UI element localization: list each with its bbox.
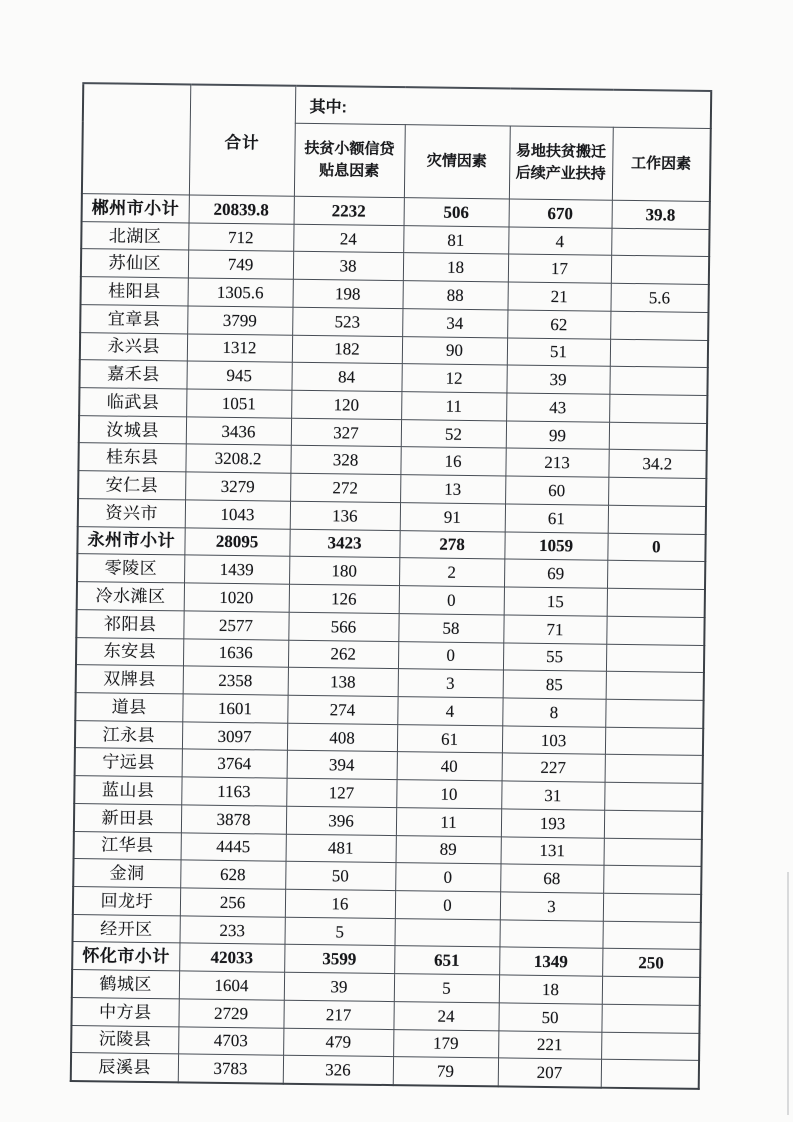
value-cell: 42033 xyxy=(179,943,284,972)
table-body xyxy=(71,194,710,1089)
value-cell: 179 xyxy=(393,1029,498,1058)
value-cell: 38 xyxy=(293,252,403,281)
value-cell: 651 xyxy=(394,946,499,975)
value-cell: 0 xyxy=(398,641,503,670)
value-cell: 18 xyxy=(403,253,508,282)
value-cell: 2577 xyxy=(183,611,288,640)
total-column-header: 合计 xyxy=(189,84,295,196)
value-cell xyxy=(609,367,707,396)
value-cell: 103 xyxy=(502,726,605,755)
value-cell xyxy=(608,477,706,506)
value-cell: 55 xyxy=(503,642,606,671)
value-cell: 394 xyxy=(287,751,397,780)
value-cell xyxy=(604,782,702,811)
value-cell: 670 xyxy=(509,199,612,228)
row-label: 嘉禾县 xyxy=(79,360,186,389)
value-cell: 1636 xyxy=(183,638,288,667)
value-cell: 50 xyxy=(285,861,395,890)
value-cell: 227 xyxy=(502,753,605,782)
row-label: 郴州市小计 xyxy=(82,194,189,223)
value-cell: 11 xyxy=(401,392,506,421)
value-cell: 43 xyxy=(506,393,609,422)
value-cell: 4 xyxy=(508,227,611,256)
row-label: 经开区 xyxy=(73,914,180,943)
subheader-disaster-factor: 灾情因素 xyxy=(404,125,510,199)
value-cell: 20839.8 xyxy=(189,195,294,224)
row-label: 鹤城区 xyxy=(72,970,179,999)
value-cell: 250 xyxy=(602,949,700,978)
value-cell: 52 xyxy=(401,419,506,448)
value-cell: 523 xyxy=(292,307,402,336)
value-cell: 62 xyxy=(507,310,610,339)
value-cell: 272 xyxy=(290,473,400,502)
value-cell: 1312 xyxy=(187,334,292,363)
value-cell: 91 xyxy=(400,503,505,532)
value-cell: 328 xyxy=(290,446,400,475)
value-cell: 408 xyxy=(287,723,397,752)
value-cell: 5 xyxy=(394,974,499,1003)
value-cell: 327 xyxy=(291,418,401,447)
row-label: 北湖区 xyxy=(81,221,188,250)
row-label: 桂东县 xyxy=(78,443,185,472)
table-header xyxy=(82,83,711,201)
value-cell: 2358 xyxy=(183,666,288,695)
value-cell: 68 xyxy=(500,864,603,893)
value-cell xyxy=(602,976,700,1005)
value-cell: 256 xyxy=(180,888,285,917)
value-cell: 4 xyxy=(397,697,502,726)
value-cell: 0 xyxy=(395,863,500,892)
subheader-microloan-interest-factor: 扶贫小额信贷 贴息因素 xyxy=(294,123,405,197)
value-cell: 11 xyxy=(396,807,501,836)
row-label: 桂阳县 xyxy=(81,277,188,306)
value-cell: 4703 xyxy=(178,1026,283,1055)
value-cell: 0 xyxy=(395,891,500,920)
value-cell: 198 xyxy=(292,279,402,308)
row-label: 金洞 xyxy=(73,859,180,888)
value-cell: 3 xyxy=(398,669,503,698)
value-cell: 2 xyxy=(399,558,504,587)
value-cell: 749 xyxy=(188,250,293,279)
value-cell xyxy=(605,755,703,784)
value-cell xyxy=(609,422,707,451)
value-cell: 193 xyxy=(501,809,604,838)
row-label: 回龙圩 xyxy=(73,887,180,916)
value-cell xyxy=(601,1059,699,1088)
value-cell: 1439 xyxy=(184,555,289,584)
row-label: 蓝山县 xyxy=(74,776,181,805)
scan-edge-artifact xyxy=(787,872,789,1115)
value-cell: 61 xyxy=(505,504,608,533)
value-cell: 16 xyxy=(285,889,395,918)
value-cell: 3 xyxy=(500,892,603,921)
value-cell: 1043 xyxy=(185,500,290,529)
report-table xyxy=(70,82,713,1090)
row-label: 沅陵县 xyxy=(71,1025,178,1054)
value-cell: 566 xyxy=(288,612,398,641)
value-cell xyxy=(610,311,708,340)
value-cell: 3097 xyxy=(182,722,287,751)
value-cell: 79 xyxy=(393,1057,498,1087)
value-cell: 71 xyxy=(503,615,606,644)
value-cell: 3878 xyxy=(181,805,286,834)
row-label: 永兴县 xyxy=(80,332,187,361)
value-cell: 99 xyxy=(506,421,609,450)
value-cell: 481 xyxy=(286,834,396,863)
value-cell xyxy=(606,671,704,700)
value-cell: 3764 xyxy=(182,749,287,778)
row-label: 安仁县 xyxy=(78,471,185,500)
value-cell xyxy=(499,920,602,949)
value-cell: 40 xyxy=(397,752,502,781)
value-cell: 1604 xyxy=(179,971,284,1000)
row-label: 怀化市小计 xyxy=(72,942,179,971)
value-cell: 3208.2 xyxy=(185,444,290,473)
row-label: 资兴市 xyxy=(78,498,185,527)
value-cell: 24 xyxy=(293,224,403,253)
value-cell: 88 xyxy=(402,281,507,310)
value-cell: 126 xyxy=(289,584,399,613)
value-cell: 39 xyxy=(506,365,609,394)
value-cell: 1051 xyxy=(186,389,291,418)
value-cell: 4445 xyxy=(181,832,286,861)
row-label: 辰溪县 xyxy=(71,1053,178,1083)
value-cell: 85 xyxy=(503,670,606,699)
value-cell: 274 xyxy=(287,695,397,724)
value-cell: 39 xyxy=(284,972,394,1001)
value-cell: 15 xyxy=(504,587,607,616)
value-cell: 28095 xyxy=(184,528,289,557)
value-cell: 3783 xyxy=(178,1054,283,1084)
value-cell: 0 xyxy=(607,533,705,562)
row-label: 中方县 xyxy=(71,997,178,1026)
value-cell xyxy=(603,865,701,894)
row-label: 宁远县 xyxy=(75,748,182,777)
row-label: 东安县 xyxy=(76,637,183,666)
value-cell: 8 xyxy=(502,698,605,727)
subheader-work-factor: 工作因素 xyxy=(612,127,711,201)
value-cell: 127 xyxy=(286,778,396,807)
row-label: 双牌县 xyxy=(76,665,183,694)
value-cell: 17 xyxy=(508,254,611,283)
value-cell: 81 xyxy=(403,225,508,254)
value-cell: 221 xyxy=(498,1030,601,1059)
value-cell: 1020 xyxy=(184,583,289,612)
value-cell: 213 xyxy=(505,448,608,477)
value-cell xyxy=(605,727,703,756)
value-cell: 1163 xyxy=(181,777,286,806)
value-cell xyxy=(609,394,707,423)
row-label: 零陵区 xyxy=(77,554,184,583)
value-cell: 1059 xyxy=(504,532,607,561)
value-cell: 5.6 xyxy=(610,283,708,312)
value-cell xyxy=(606,644,704,673)
row-label: 江永县 xyxy=(75,720,182,749)
value-cell: 1349 xyxy=(499,947,602,976)
value-cell: 120 xyxy=(291,390,401,419)
value-cell: 50 xyxy=(498,1003,601,1032)
subheader-relocation-industry-support: 易地扶贫搬迁 后续产业扶持 xyxy=(509,126,613,200)
value-cell: 24 xyxy=(393,1001,498,1030)
value-cell: 3423 xyxy=(289,529,399,558)
group-header: 其中: xyxy=(295,86,711,129)
value-cell: 945 xyxy=(186,361,291,390)
value-cell: 180 xyxy=(289,557,399,586)
value-cell: 16 xyxy=(400,447,505,476)
value-cell: 3599 xyxy=(284,945,394,974)
value-cell: 628 xyxy=(180,860,285,889)
value-cell xyxy=(604,810,702,839)
value-cell: 262 xyxy=(288,640,398,669)
value-cell: 2232 xyxy=(294,196,404,225)
value-cell: 1305.6 xyxy=(188,278,293,307)
value-cell: 90 xyxy=(402,336,507,365)
value-cell: 13 xyxy=(400,475,505,504)
value-cell: 39.8 xyxy=(612,200,710,229)
value-cell xyxy=(607,588,705,617)
value-cell: 51 xyxy=(507,338,610,367)
value-cell: 84 xyxy=(291,363,401,392)
value-cell: 3279 xyxy=(185,472,290,501)
value-cell: 69 xyxy=(504,559,607,588)
value-cell xyxy=(610,339,708,368)
value-cell: 136 xyxy=(290,501,400,530)
row-label: 汝城县 xyxy=(79,415,186,444)
value-cell: 89 xyxy=(396,835,501,864)
value-cell: 131 xyxy=(501,836,604,865)
row-label: 祁阳县 xyxy=(76,609,183,638)
row-label: 冷水滩区 xyxy=(77,582,184,611)
value-cell: 3799 xyxy=(187,306,292,335)
value-cell: 60 xyxy=(505,476,608,505)
value-cell: 2729 xyxy=(178,999,283,1028)
value-cell xyxy=(604,838,702,867)
row-label: 临武县 xyxy=(79,388,186,417)
value-cell: 396 xyxy=(286,806,396,835)
value-cell xyxy=(607,561,705,590)
value-cell: 21 xyxy=(507,282,610,311)
value-cell: 479 xyxy=(283,1028,393,1057)
value-cell xyxy=(611,228,709,257)
value-cell: 61 xyxy=(397,724,502,753)
value-cell xyxy=(606,616,704,645)
value-cell: 5 xyxy=(284,917,394,946)
value-cell: 10 xyxy=(396,780,501,809)
value-cell xyxy=(394,918,499,947)
value-cell: 3436 xyxy=(186,417,291,446)
value-cell xyxy=(601,1032,699,1061)
value-cell: 31 xyxy=(501,781,604,810)
value-cell: 34 xyxy=(402,309,507,338)
value-cell: 278 xyxy=(399,530,504,559)
row-label: 永州市小计 xyxy=(77,526,184,555)
value-cell: 138 xyxy=(288,667,398,696)
report-table-wrap xyxy=(70,82,711,1090)
row-label: 宜章县 xyxy=(80,304,187,333)
value-cell xyxy=(608,505,706,534)
value-cell: 12 xyxy=(401,364,506,393)
value-cell xyxy=(603,893,701,922)
value-cell: 18 xyxy=(499,975,602,1004)
value-cell: 326 xyxy=(283,1055,393,1085)
value-cell xyxy=(602,921,700,950)
value-cell: 58 xyxy=(398,613,503,642)
value-cell: 1601 xyxy=(182,694,287,723)
corner-cell xyxy=(82,83,190,195)
row-label: 苏仙区 xyxy=(81,249,188,278)
value-cell xyxy=(601,1004,699,1033)
value-cell: 182 xyxy=(292,335,402,364)
value-cell: 207 xyxy=(498,1058,601,1088)
value-cell: 34.2 xyxy=(608,450,706,479)
value-cell xyxy=(611,256,709,285)
value-cell: 217 xyxy=(283,1000,393,1029)
row-label: 新田县 xyxy=(74,803,181,832)
row-label: 江华县 xyxy=(74,831,181,860)
value-cell: 233 xyxy=(179,916,284,945)
value-cell: 0 xyxy=(399,586,504,615)
row-label: 道县 xyxy=(75,692,182,721)
value-cell: 506 xyxy=(404,198,509,227)
value-cell: 712 xyxy=(188,223,293,252)
value-cell xyxy=(605,699,703,728)
